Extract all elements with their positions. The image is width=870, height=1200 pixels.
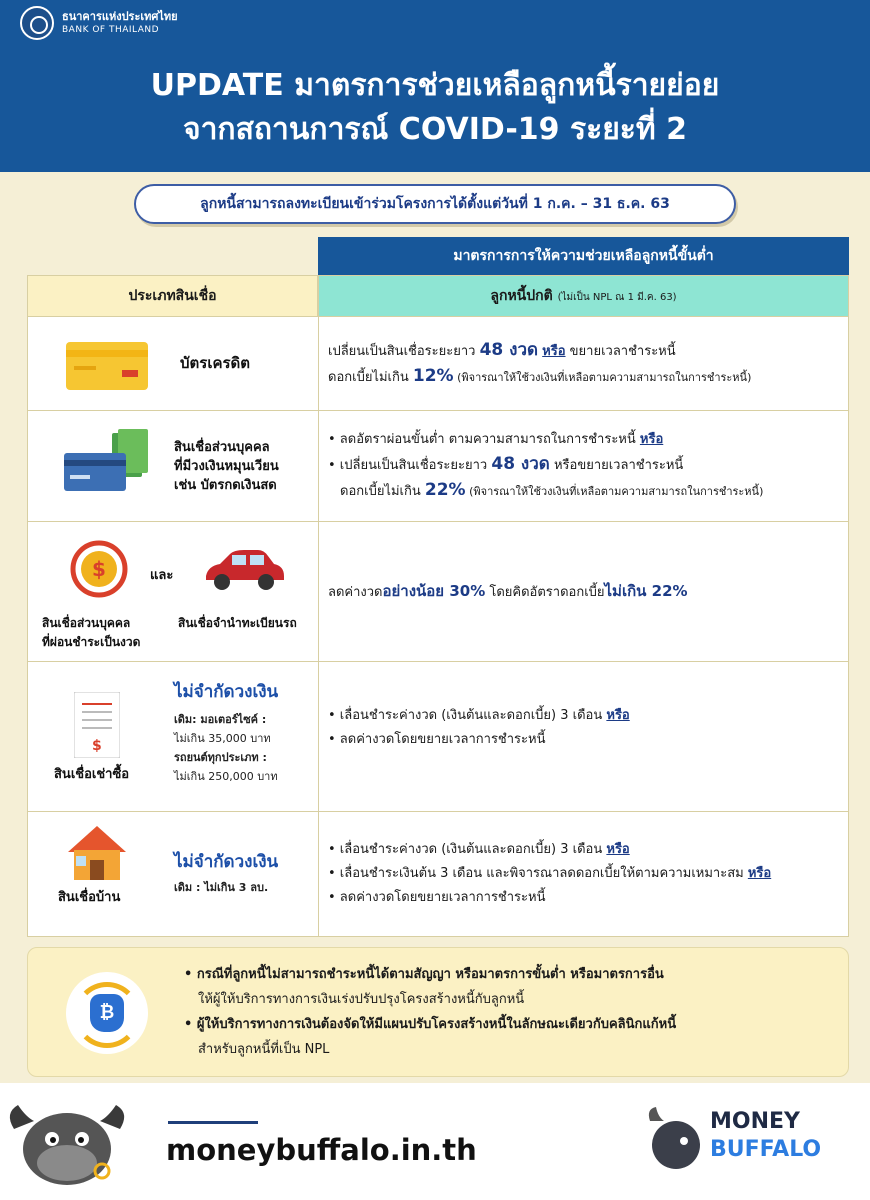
logo-english-name: BANK OF THAILAND <box>62 25 160 35</box>
page-title <box>0 64 870 152</box>
table-row <box>27 662 849 812</box>
and-label: และ <box>150 568 174 583</box>
home-bullet-3: • ลดค่างวดโดยขยายเวลาการชำระหนี้ <box>328 890 546 905</box>
site-underline <box>168 1121 258 1124</box>
normal-debtor-sub: (ไม่เป็น NPL ณ 1 มี.ค. 63) <box>557 292 677 303</box>
note-1-cont: ให้ผู้ให้บริการทางการเงินเร่งปรับปรุงโครงสร้างหนี้กับลูกหนี้ <box>198 992 525 1007</box>
house-icon <box>66 824 128 882</box>
loan-type-header: ประเภทสินเชื่อ <box>27 275 318 317</box>
home-bullet-1: • เลื่อนชำระค่างวด (เงินต้นและดอกเบี้ย) 3 เดือน หรือ <box>328 842 630 857</box>
measures-table <box>27 237 849 937</box>
revolving-label: สินเชื่อส่วนบุคคล ที่มีวงเงินหมุนเวียน เช่น บัตรกดเงินสด <box>174 440 279 493</box>
svg-text:$: $ <box>92 557 106 581</box>
credit-card-measure-line-2: ดอกเบี้ยไม่เกิน 12% (พิจารณาให้ใช้วงเงินที่เหลือตามความสามารถในการชำระหนี้) <box>328 365 752 386</box>
home-old-limit: เดิม : ไม่เกิน 3 ลบ. <box>174 881 269 894</box>
bot-seal-icon <box>20 6 54 40</box>
header-banner <box>0 0 870 172</box>
svg-text:$: $ <box>92 738 102 754</box>
or-link: หรือ <box>542 343 566 359</box>
logo-thai-name: ธนาคารแห่งประเทศไทย <box>62 10 178 23</box>
cash-and-card-icon <box>64 429 150 493</box>
revolving-bullet-2: • เปลี่ยนเป็นสินเชื่อระยะยาว 48 งวด หรือขยายเวลาชำระหนี้ <box>328 454 684 474</box>
dollar-refresh-icon <box>68 538 130 600</box>
note-2-cont: สำหรับลูกหนี้ที่เป็น NPL <box>198 1042 330 1057</box>
normal-debtor-header <box>318 275 849 317</box>
revolving-bullet-1: • ลดอัตราผ่อนขั้นต่ำ ตามความสามารถในการชำระหนี้ หรือ <box>328 432 664 447</box>
credit-card-icon <box>66 342 148 390</box>
title-line-2: จากสถานการณ์ COVID-19 ระยะที่ 2 <box>182 112 688 147</box>
home-bullet-2: • เลื่อนชำระเงินต้น 3 เดือน และพิจารณาลดดอกเบี้ยให้ตามความเหมาะสม หรือ <box>328 866 772 881</box>
credit-card-measure-line-1: เปลี่ยนเป็นสินเชื่อระยะยาว 48 งวด หรือ ขยายเวลาชำระหนี้ <box>328 339 676 360</box>
normal-debtor-label: ลูกหนี้ปกติ <box>490 288 553 304</box>
title-line-1: UPDATE มาตรการช่วยเหลือลูกหนี้รายย่อย <box>150 68 720 103</box>
brand-money: MONEY <box>710 1109 800 1134</box>
notes-box <box>27 947 849 1077</box>
money-bag-exchange-icon: ₿ <box>66 972 148 1054</box>
note-1: • กรณีที่ลูกหนี้ไม่สามารถชำระหนี้ได้ตามสัญญา หรือมาตรการขั้นต่ำ หรือมาตรการอื่น <box>184 967 664 982</box>
registration-period-banner: ลูกหนี้สามารถลงทะเบียนเข้าร่วมโครงการได้ตั้งแต่วันที่ 1 ก.ค. – 31 ธ.ค. 63 <box>134 184 736 224</box>
installment-measure: ลดค่างวดอย่างน้อย 30% โดยคิดอัตราดอกเบี้ยไม่เกิน 22% <box>328 581 688 600</box>
hire-purchase-limit-title: ไม่จำกัดวงเงิน <box>174 682 279 702</box>
table-row <box>27 317 849 411</box>
website-link[interactable]: moneybuffalo.in.th <box>166 1133 477 1167</box>
note-2: • ผู้ให้บริการทางการเงินต้องจัดให้มีแผนปรับโครงสร้างหนี้ในลักษณะเดียวกับคลินิกแก้หนี้ <box>184 1017 677 1032</box>
money-buffalo-logo <box>644 1105 844 1175</box>
buffalo-mascot-icon <box>4 1099 130 1189</box>
buffalo-head-logo-icon <box>644 1105 706 1175</box>
notes-list <box>184 962 834 1062</box>
measure-header: มาตรการการให้ความช่วยเหลือลูกหนี้ขั้นต่ำ <box>318 237 849 275</box>
hire-purchase-label: สินเชื่อเช่าซื้อ <box>54 767 130 782</box>
brand-buffalo: BUFFALO <box>710 1137 822 1162</box>
table-row <box>27 522 849 662</box>
car-icon <box>200 548 286 592</box>
car-title-loan-label: สินเชื่อจำนำทะเบียนรถ <box>178 616 297 630</box>
hire-purchase-bullet-2: • ลดค่างวดโดยขยายเวลาการชำระหนี้ <box>328 732 546 747</box>
table-row <box>27 411 849 522</box>
home-loan-label: สินเชื่อบ้าน <box>58 890 121 905</box>
credit-card-label: บัตรเครดิต <box>180 354 251 372</box>
hire-purchase-bullet-1: • เลื่อนชำระค่างวด (เงินต้นและดอกเบี้ย) 3 เดือน หรือ <box>328 708 630 723</box>
home-limit-title: ไม่จำกัดวงเงิน <box>174 852 279 872</box>
hire-purchase-old-limit: เดิม: มอเตอร์ไซค์ : ไม่เกิน 35,000 บาท รถยนต์ทุกประเภท : ไม่เกิน 250,000 บาท <box>174 713 278 783</box>
footer <box>0 1083 870 1200</box>
installment-label-left: สินเชื่อส่วนบุคคล ที่ผ่อนชำระเป็นงวด <box>42 616 141 649</box>
bot-logo <box>20 6 178 40</box>
document-dollar-icon <box>74 692 120 758</box>
table-row <box>27 812 849 937</box>
revolving-bullet-2-cont: ดอกเบี้ยไม่เกิน 22% (พิจารณาให้ใช้วงเงินที่เหลือตามความสามารถในการชำระหนี้) <box>340 480 764 500</box>
